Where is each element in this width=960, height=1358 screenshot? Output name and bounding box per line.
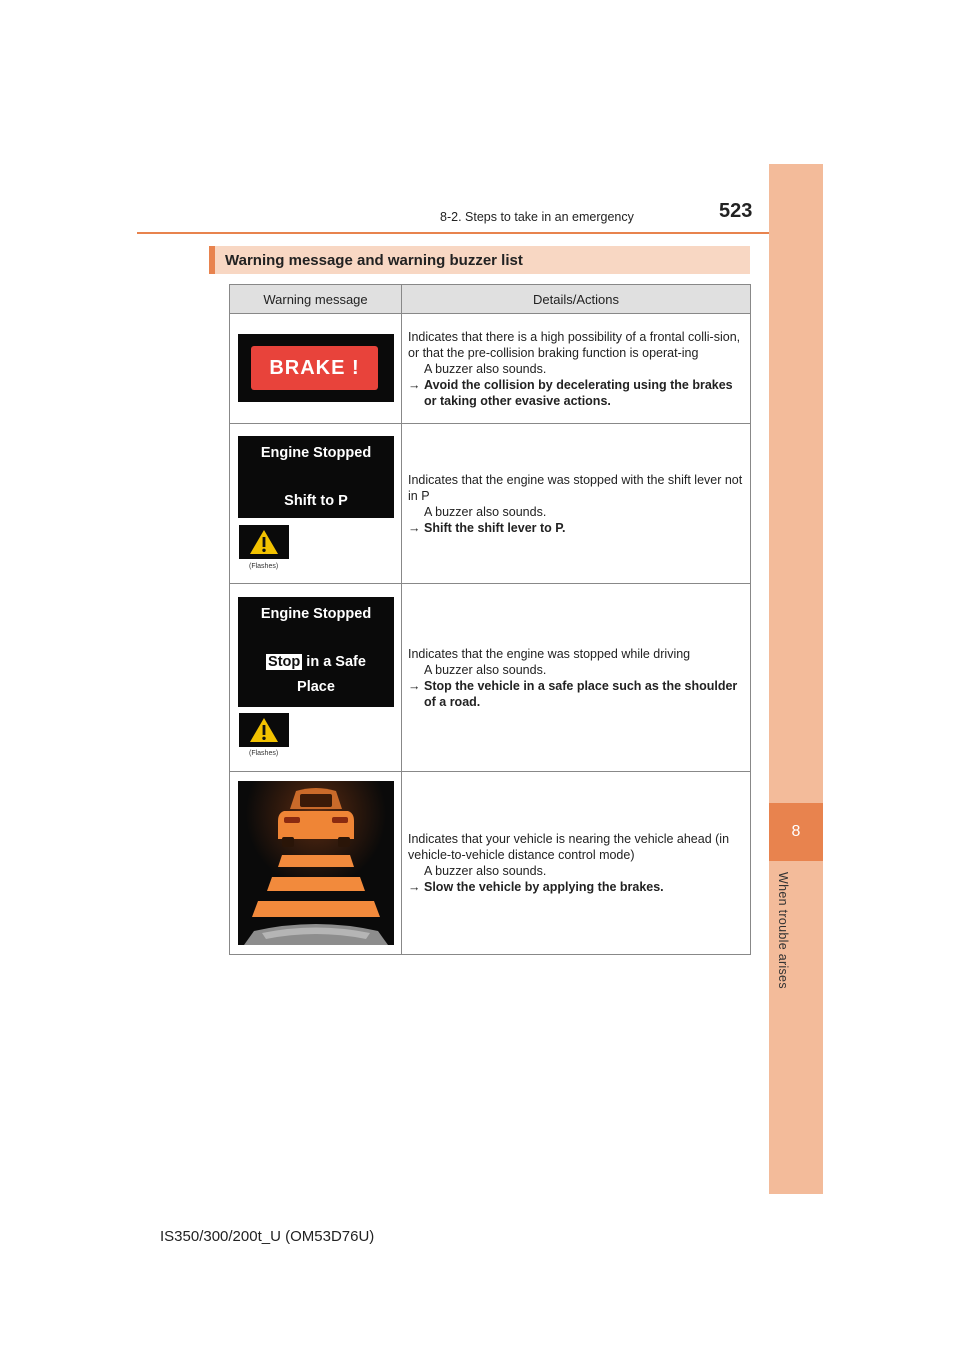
description: Indicates that the engine was stopped while driving [408, 646, 691, 661]
table-header-row [230, 285, 751, 314]
details-cell [402, 584, 751, 772]
arrow: → [408, 678, 421, 693]
display-line: Engine Stopped [260, 445, 372, 461]
warning-lamp [239, 525, 289, 559]
buzzer-note: A buzzer also sounds. [424, 504, 547, 519]
stop-highlight: Stop [268, 654, 301, 670]
flash-note: (Flashes) [249, 563, 279, 570]
display-line [238, 654, 394, 670]
section-heading [209, 246, 750, 274]
table-row [230, 314, 751, 424]
footer-model: IS350/300/200t_U (OM53D76U) [160, 1228, 375, 1245]
action [408, 377, 744, 409]
action-text: Shift the shift lever to P. [424, 520, 566, 535]
action [408, 520, 744, 536]
engine-stopped-display [238, 597, 394, 707]
action-text: Avoid the collision by decelerating using the brakes or taking other evasive actions. [424, 377, 733, 408]
side-tab-strip [769, 164, 823, 1194]
chapter-tab[interactable]: 8 [769, 803, 823, 861]
display-line: Engine Stopped [260, 606, 372, 622]
display-line: Place [297, 679, 335, 695]
action-text: Stop the vehicle in a safe place such as the shoulder of a road. [424, 678, 738, 709]
message-cell [230, 772, 402, 955]
table-row [230, 772, 751, 955]
section-heading-text: Warning message and warning buzzer list [225, 251, 523, 269]
action [408, 678, 744, 710]
details-cell [402, 314, 751, 424]
col-header-warning-message: Warning message [230, 285, 402, 314]
buzzer-note: A buzzer also sounds. [424, 361, 547, 376]
warning-table [229, 284, 751, 955]
description: Indicates that the engine was stopped with the shift lever not in P [408, 472, 743, 503]
table-row [230, 424, 751, 584]
arrow: → [408, 520, 421, 535]
warning-triangle-icon [249, 717, 279, 743]
display-line: Shift to P [284, 493, 348, 509]
header-rule [137, 232, 823, 234]
vehicle-approach-icon [238, 781, 394, 945]
buzzer-note: A buzzer also sounds. [424, 662, 547, 677]
details-cell [402, 424, 751, 584]
col-header-details: Details/Actions [402, 285, 751, 314]
approach-display [238, 781, 394, 945]
message-cell [230, 584, 402, 772]
arrow: → [408, 377, 421, 392]
action [408, 879, 744, 895]
details-cell [402, 772, 751, 955]
warning-triangle-icon [249, 529, 279, 555]
buzzer-note: A buzzer also sounds. [424, 864, 547, 878]
description: Indicates that there is a high possibility of a frontal colli-sion, or that the pre-collision braking function is operat-ing [408, 329, 741, 360]
engine-stopped-display [238, 436, 394, 518]
action-text: Slow the vehicle by applying the brakes. [424, 880, 664, 894]
flash-note: (Flashes) [249, 750, 279, 757]
warning-lamp [239, 713, 289, 747]
chapter-label: When trouble arises [776, 872, 790, 989]
brake-display [238, 334, 394, 402]
arrow: → [408, 880, 421, 894]
running-head: 8-2. Steps to take in an emergency [440, 210, 634, 224]
display-line-rest: in a Safe [302, 654, 366, 670]
table-row [230, 584, 751, 772]
brake-message: BRAKE ! [251, 346, 378, 390]
message-cell [230, 314, 402, 424]
page-number: 523 [719, 200, 753, 222]
description: Indicates that your vehicle is nearing the vehicle ahead (in vehicle-to-vehicle distance control mode) [408, 832, 730, 862]
message-cell [230, 424, 402, 584]
